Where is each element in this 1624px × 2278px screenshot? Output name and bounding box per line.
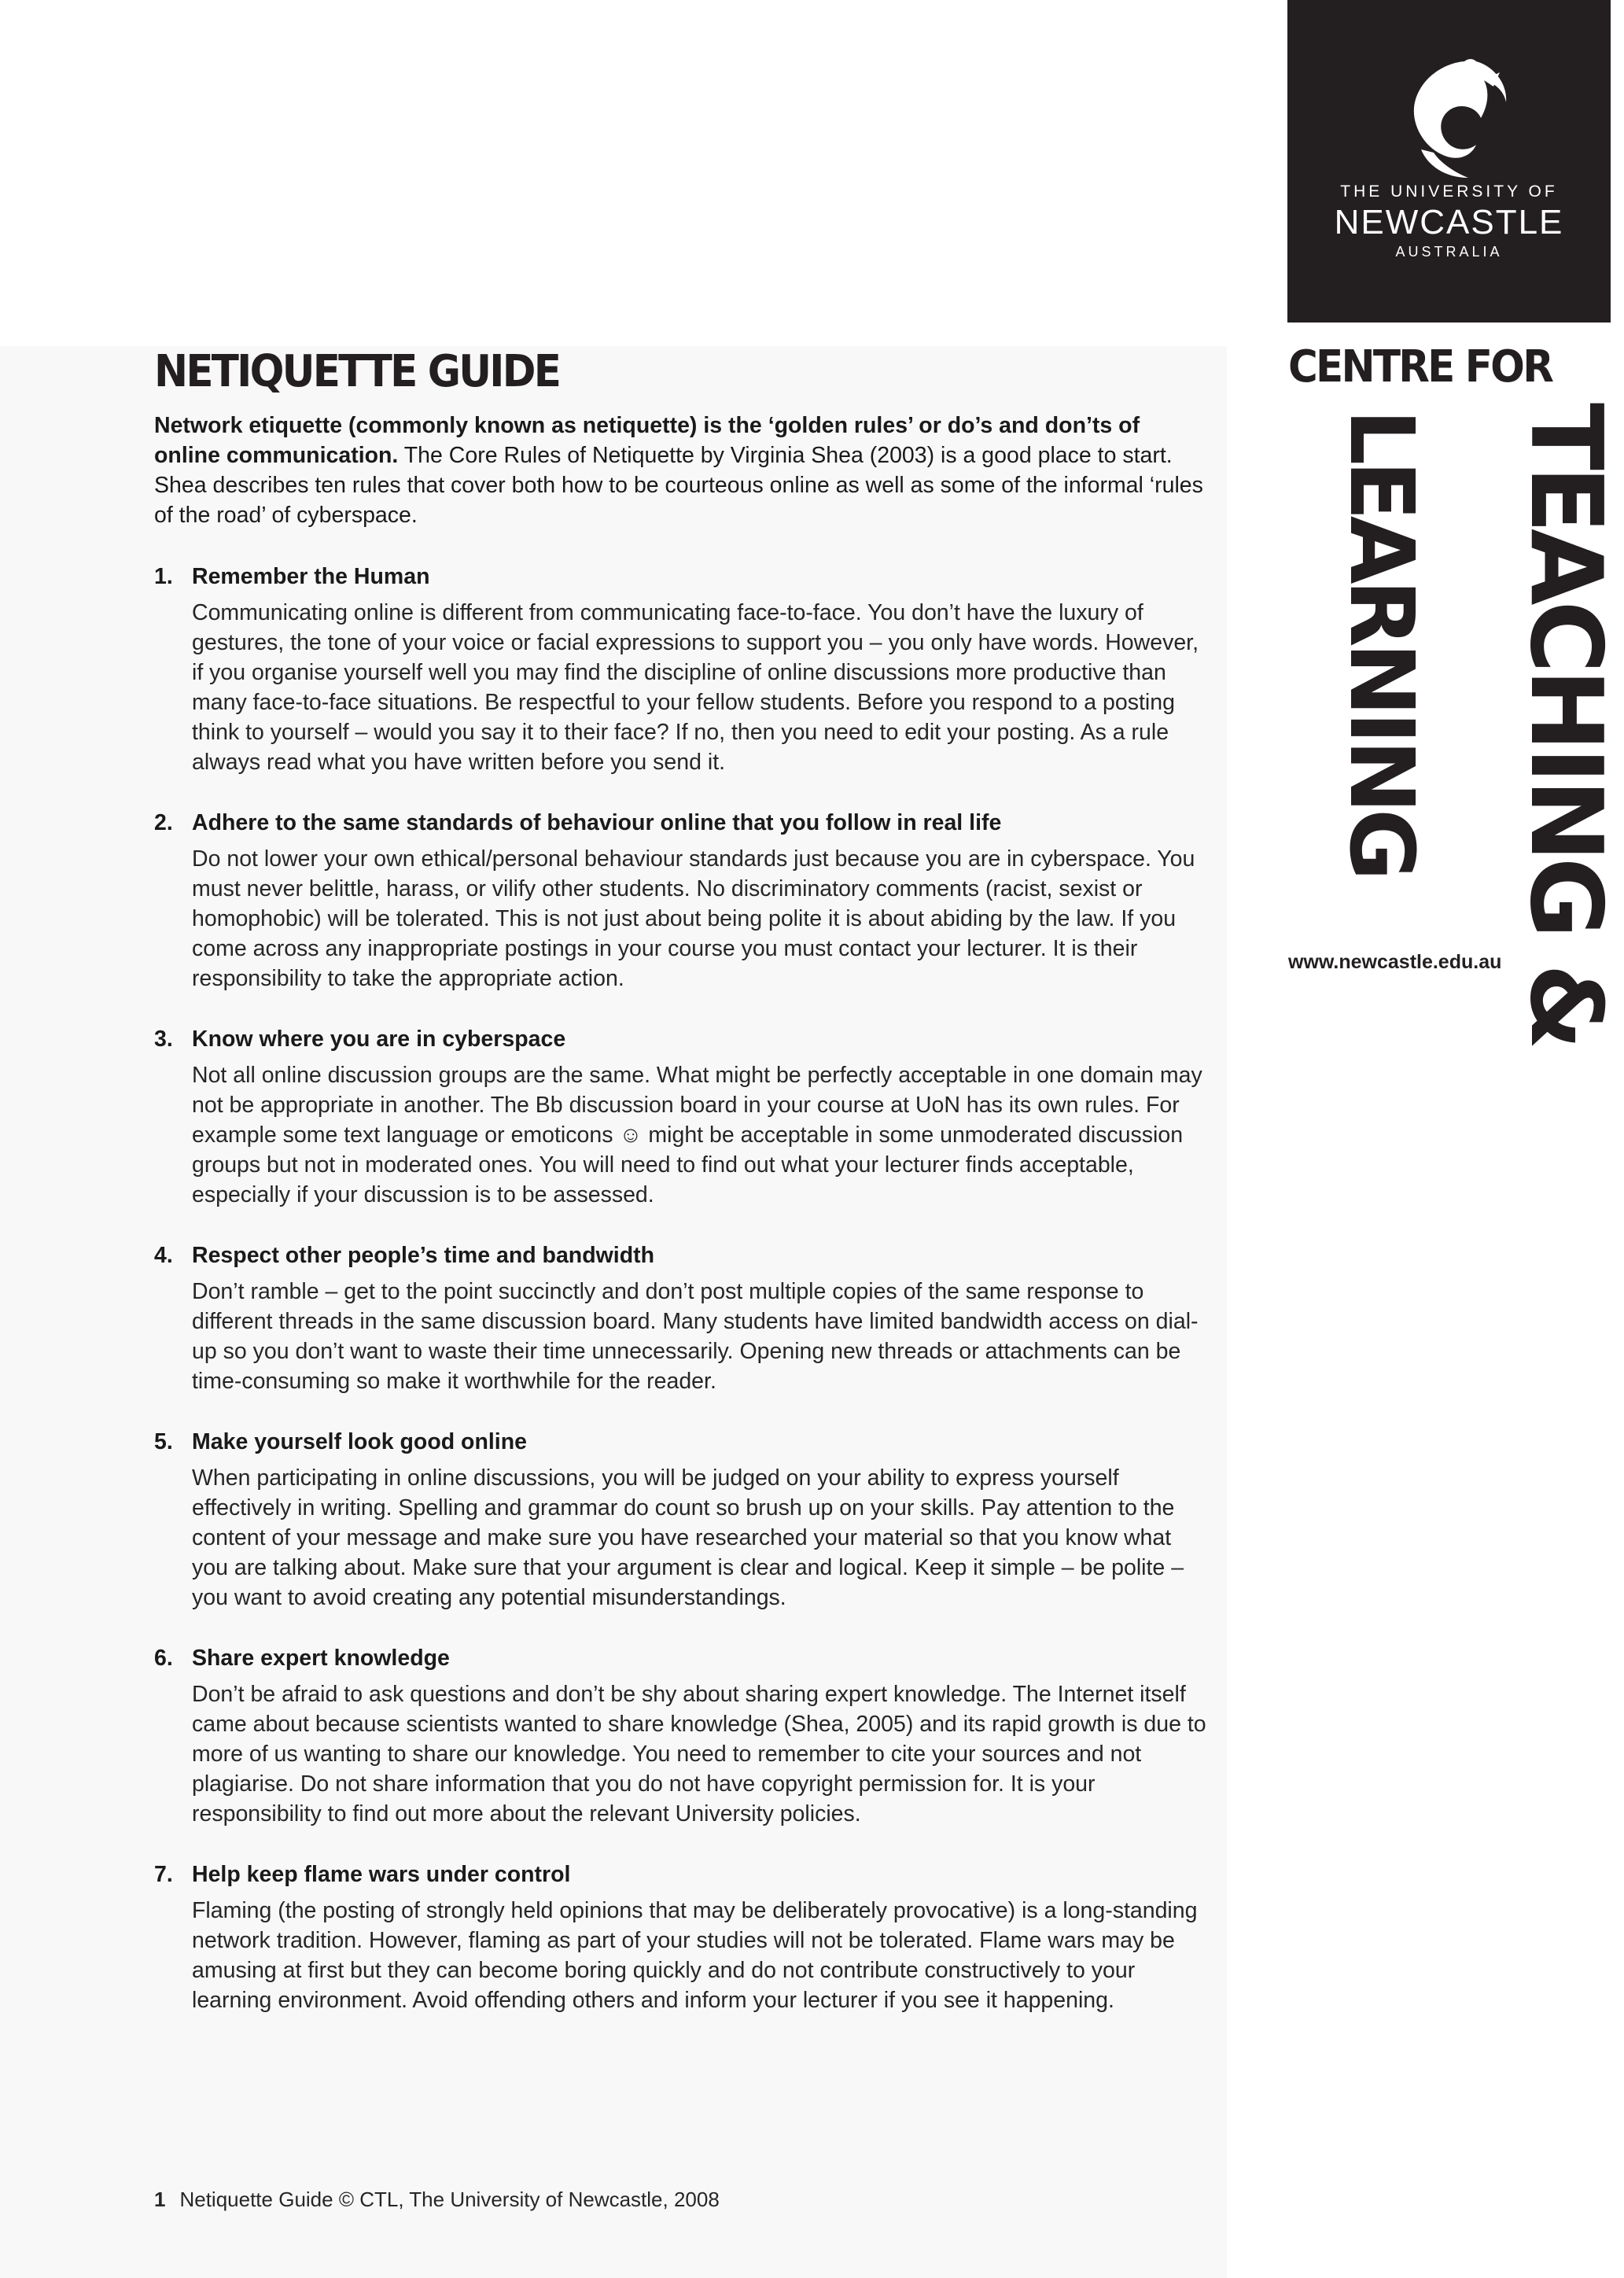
rule-item — [154, 562, 1208, 777]
rule-number: 1. — [154, 564, 173, 589]
rule-body: Do not lower your own ethical/personal behaviour standards just because you are in cyberspace. You must never belittle, harass, or vilify other students. No discriminatory comments (racist, sexist or homophobic) will be tolerated. This is not just about being polite it is about abiding by the law. If you come across any inappropriate postings in your course you must contact your lecturer. It is their responsibility to take the appropriate action. — [192, 846, 1195, 991]
main-content — [154, 346, 1208, 2015]
university-name-line2: NEWCASTLE — [1334, 203, 1564, 241]
intro-text: The Core Rules of Netiquette by Virginia Shea (2003) is a good place to start. Shea describes ten rules that cover both how to be courteous online as well as some of the informal ‘rules of the road’ of cyberspace. — [154, 443, 1203, 528]
rule-body: Flaming (the posting of strongly held opinions that may be deliberately provocative) is a long-standing network tradition. However, flaming as part of your studies will not be tolerated. Flame wars may be amusing at first but they can become boring quickly and do not contribute constructively to your learning environment. Avoid offending others and inform your lecturer if you see it happening. — [192, 1898, 1198, 2013]
rule-title: Know where you are in cyberspace — [192, 1027, 566, 1052]
rule-title: Share expert knowledge — [192, 1646, 450, 1671]
centre-for-heading: CENTRE FOR — [1288, 341, 1552, 393]
rule-title: Make yourself look good online — [192, 1429, 527, 1454]
rule-title: Remember the Human — [192, 564, 430, 589]
rule-number: 2. — [154, 810, 173, 835]
rule-item — [154, 1240, 1208, 1396]
rule-title: Adhere to the same standards of behaviour online that you follow in real life — [192, 810, 1002, 835]
rule-number: 4. — [154, 1243, 173, 1268]
rule-heading — [154, 1860, 1208, 1889]
university-name-line3: AUSTRALIA — [1395, 244, 1503, 260]
rule-body: Communicating online is different from communicating face-to-face. You don’t have the luxury of gestures, the tone of your voice or facial expressions to support you – you only have words. However, if you organise yourself well you may find the discipline of online discussions more productive than many face-to-face situations. Be respectful to your fellow students. Before you respond to a posting think to yourself – would you say it to their face? If no, then you need to edit your posting. As a rule always read what you have written before you send it. — [192, 600, 1199, 775]
rule-number: 6. — [154, 1646, 173, 1671]
rule-title: Respect other people’s time and bandwidth — [192, 1243, 655, 1268]
rule-item — [154, 1643, 1208, 1829]
rule-body: When participating in online discussions, you will be judged on your ability to express yourself effectively in writing. Spelling and grammar do count so brush up on your skills. Pay attention to the content of your message and make sure you have researched your material so that you know what you are talking about. Make sure that your argument is clear and logical. Keep it simple – be polite – you want to avoid creating any potential misunderstandings. — [192, 1465, 1184, 1610]
rule-number: 7. — [154, 1862, 173, 1887]
rule-heading — [154, 1643, 1208, 1673]
rule-item — [154, 1860, 1208, 2015]
intro-paragraph — [154, 411, 1208, 530]
intro-lead: Network etiquette (commonly known as netiquette) is the ‘golden rules’ or do’s and don’ts of online communication. — [154, 413, 1140, 468]
rule-title: Help keep flame wars under control — [192, 1862, 571, 1887]
rule-body: Don’t ramble – get to the point succinctly and don’t post multiple copies of the same response to different threads in the same discussion board. Many students have limited bandwidth access on dial-up so you don’t want to waste their time unnecessarily. Opening new threads or attachments can be time-consuming so make it worthwhile for the reader. — [192, 1279, 1199, 1394]
teaching-vertical-text: TEACHING & — [1508, 403, 1624, 1045]
rule-heading — [154, 1240, 1208, 1270]
rule-heading — [154, 562, 1208, 592]
rule-item — [154, 1427, 1208, 1613]
seahorse-crest-icon — [1390, 55, 1508, 181]
website-link[interactable]: www.newcastle.edu.au — [1288, 951, 1502, 973]
rule-body: Don’t be afraid to ask questions and don’t be shy about sharing expert knowledge. The Internet itself came about because scientists wanted to share knowledge (Shea, 2005) and its rapid growth is due to more of us wanting to share our knowledge. You need to remember to cite your sources and not plagiarise. Do not share information that you do not have copyright permission for. It is your responsibility to find out more about the relevant University policies. — [192, 1682, 1206, 1826]
footer-text: Netiquette Guide © CTL, The University of Newcastle, 2008 — [179, 2188, 720, 2211]
page-footer — [154, 2188, 720, 2212]
rule-number: 3. — [154, 1027, 173, 1052]
rule-item — [154, 808, 1208, 993]
rule-item — [154, 1024, 1208, 1210]
page-title: NETIQUETTE GUIDE — [154, 346, 560, 397]
university-logo-block — [1287, 0, 1611, 323]
page-number: 1 — [154, 2188, 166, 2211]
rule-heading — [154, 1024, 1208, 1054]
learning-vertical-text: LEARNING — [1330, 409, 1432, 876]
rule-heading — [154, 808, 1208, 838]
university-name-line1: THE UNIVERSITY OF — [1340, 182, 1558, 201]
rule-number: 5. — [154, 1429, 173, 1454]
rule-body: Not all online discussion groups are the same. What might be perfectly acceptable in one domain may not be appropriate in another. The Bb discussion board in your course at UoN has its own rules. For example some text language or emoticons ☺ might be acceptable in some unmoderated discussion groups but not in moderated ones. You will need to find out what your lecturer finds acceptable, especially if your discussion is to be assessed. — [192, 1063, 1202, 1207]
rule-heading — [154, 1427, 1208, 1457]
